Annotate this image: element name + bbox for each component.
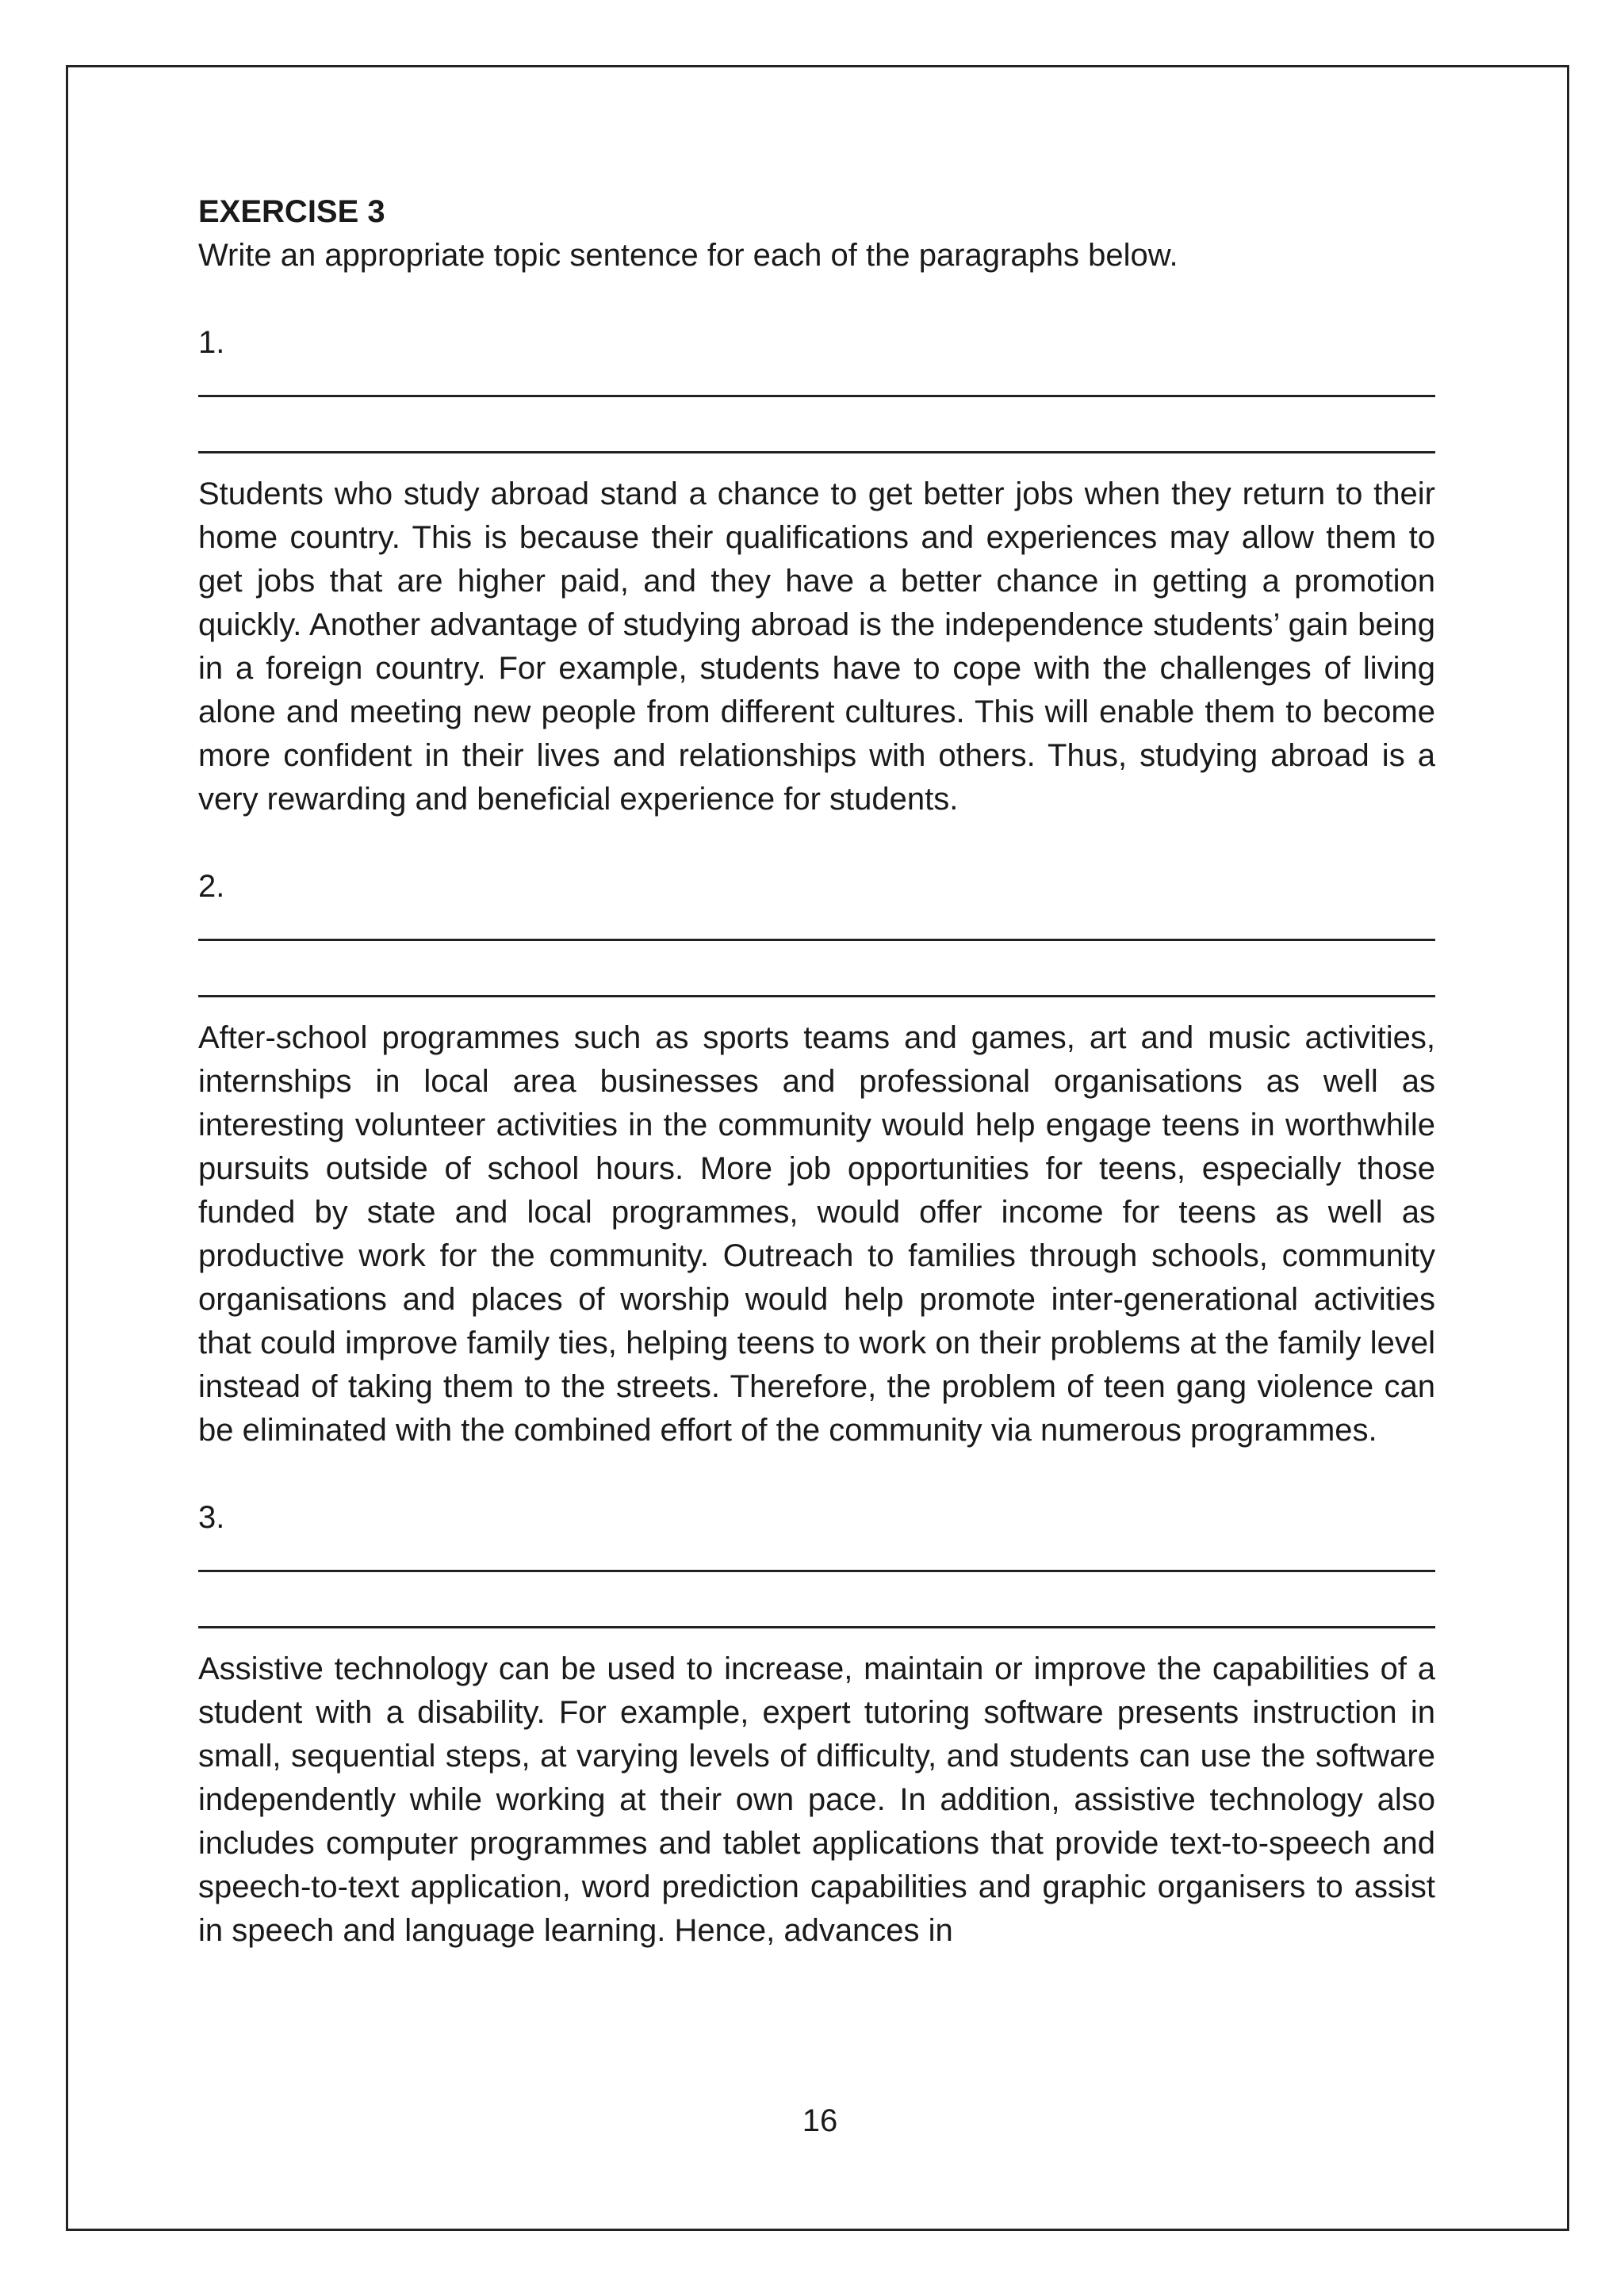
exercise-title: EXERCISE 3 [198, 194, 385, 229]
exercise-instruction: Write an appropriate topic sentence for each of the paragraphs below. [198, 238, 1178, 273]
answer-line[interactable] [198, 995, 1435, 997]
page-number: 16 [802, 2103, 838, 2138]
answer-line[interactable] [198, 1570, 1435, 1572]
answer-line[interactable] [198, 451, 1435, 453]
exercise-content [198, 190, 1435, 1953]
item-paragraph: After-school programmes such as sports teams and games, art and music activities, internships in local area businesses and professional organisations as well as interesting volunteer activities in the community would help engage teens in worthwhile pursuits outside of school hours. More job opportunities for teens, especially those funded by state and local programmes, would offer income for teens as well as productive work for the community. Outreach to families through schools, community organisations and places of worship would help promote inter-generational activities that could improve family ties, helping teens to work on their problems at the family level instead of taking them to the streets. Therefore, the problem of teen gang violence can be eliminated with the combined effort of the community via numerous programmes. [198, 1020, 1435, 1448]
exercise-item-1 [198, 321, 1435, 821]
item-paragraph: Students who study abroad stand a chance to get better jobs when they return to their home country. This is because their qualifications and experiences may allow them to get jobs that are higher paid, and they have a better chance in getting a promotion quickly. Another advantage of studying abroad is the independence students’ gain being in a foreign country. For example, students have to cope with the challenges of living alone and meeting new people from different cultures. This will enable them to become more confident in their lives and relationships with others. Thus, studying abroad is a very rewarding and beneficial experience for students. [198, 476, 1435, 817]
answer-line[interactable] [198, 1626, 1435, 1628]
exercise-item-2 [198, 865, 1435, 1452]
answer-line[interactable] [198, 939, 1435, 941]
item-number: 2. [198, 869, 225, 904]
answer-line[interactable] [198, 395, 1435, 397]
exercise-item-3 [198, 1496, 1435, 1953]
item-number: 3. [198, 1500, 225, 1535]
item-paragraph: Assistive technology can be used to increase, maintain or improve the capabilities of a student with a disability. For example, expert tutoring software presents instruction in small, sequential steps, at varying levels of difficulty, and students can use the software independently while working at their own pace. In addition, assistive technology also includes computer programmes and tablet applications that provide text-to-speech and speech-to-text application, word prediction capabilities and graphic organisers to assist in speech and language learning. Hence, advances in [198, 1651, 1435, 1948]
item-number: 1. [198, 325, 225, 360]
